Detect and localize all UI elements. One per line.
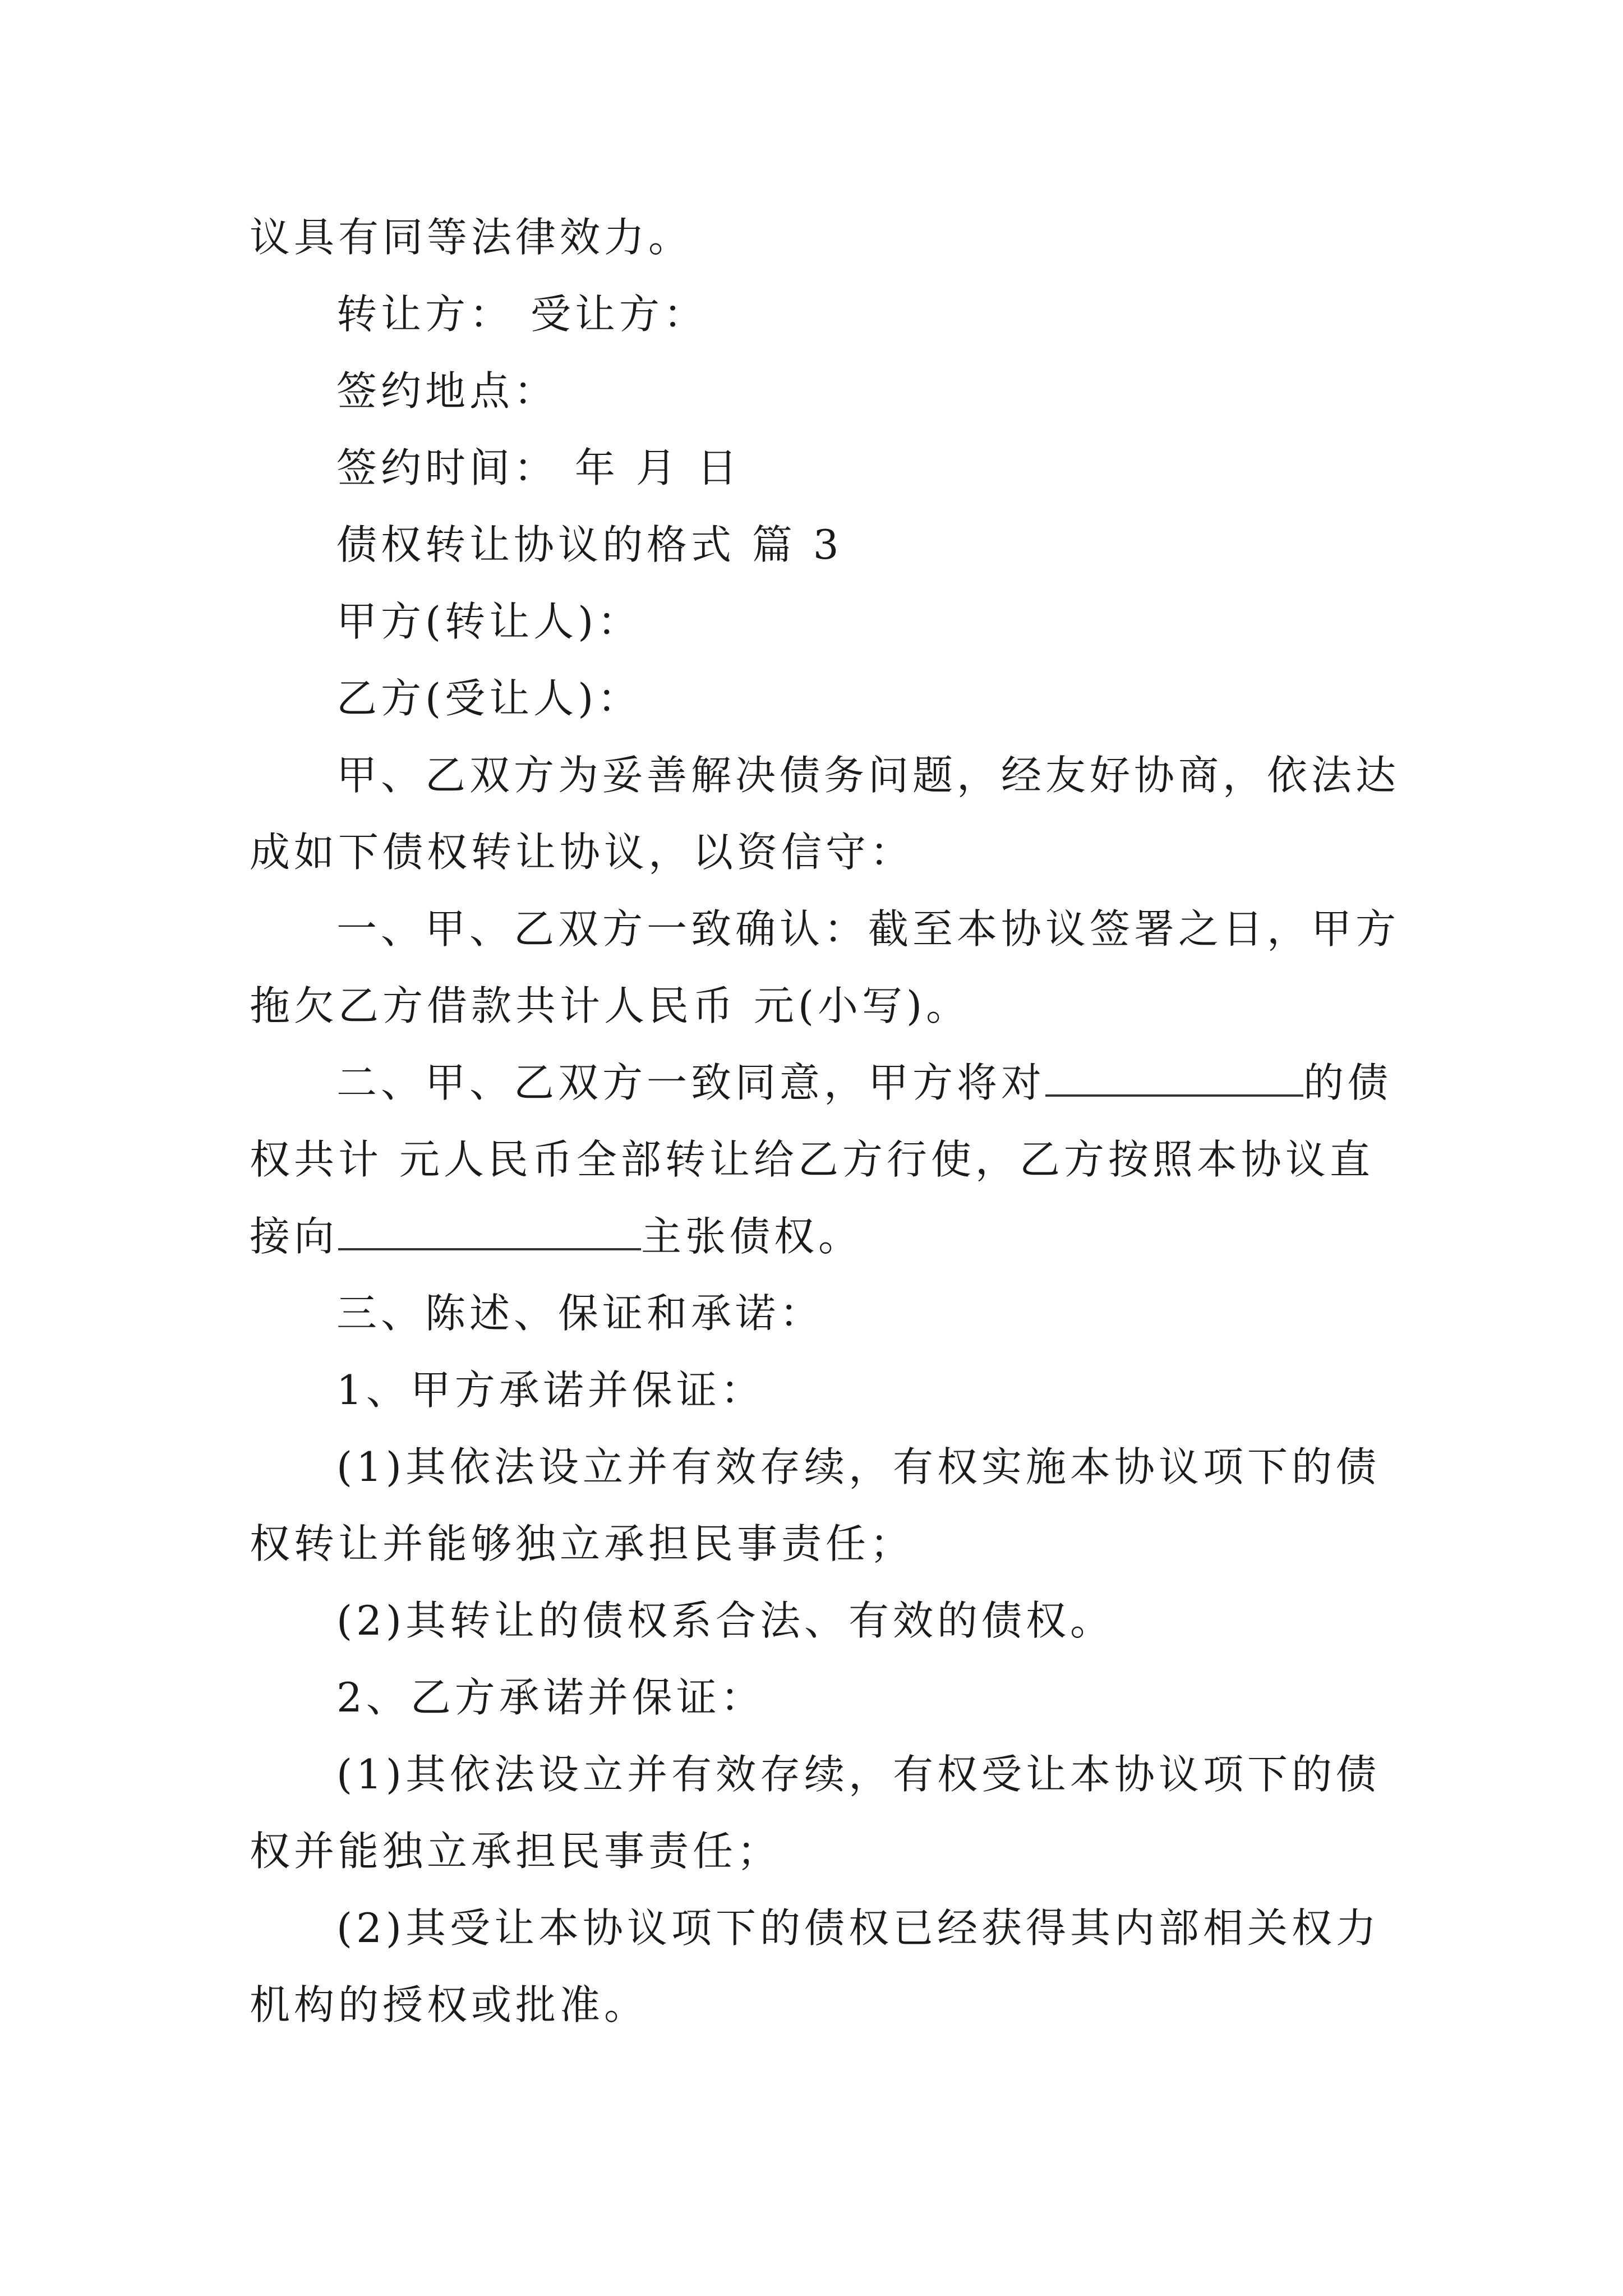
document-body [250,199,1400,2044]
text-line: 甲方(转让人)： [336,598,642,645]
text-line: 机构的授权或批准。 [250,1981,649,2028]
blank-underline [338,1213,641,1250]
text-segment: 接向 [250,1213,339,1260]
text-line: (2)其受让本协议项下的债权已经获得其内部相关权力 [336,1904,1380,1952]
text-line: 1、甲方承诺并保证： [336,1366,765,1414]
text-line: 议具有同等法律效力。 [250,214,693,261]
text-line: (1)其依法设立并有效存续，有权受让本协议项下的债 [336,1751,1380,1798]
text-line: 乙方(受让人)： [336,675,642,722]
text-line: 2、乙方承诺并保证： [336,1674,765,1721]
text-line: (2)其转让的债权系合法、有效的债权。 [336,1597,1114,1644]
text-line: 甲、乙双方为妥善解决债务问题，经友好协商，依法达 [336,752,1400,799]
text-line: 权转让并能够独立承担民事责任； [250,1520,915,1567]
text-line: 转让方： 受让方： [336,291,708,338]
text-line [250,1045,1393,1121]
text-segment: 主张债权。 [641,1213,863,1260]
text-line [250,1198,1388,1275]
text-line: 签约时间： 年 月 日 [336,444,741,491]
text-line: 拖欠乙方借款共计人民币 元(小写)。 [250,982,971,1029]
text-segment: 二、甲、乙双方一致同意，甲方将对 [336,1059,1046,1106]
text-line: 权共计 元人民币全部转让给乙方行使，乙方按照本协议直 [250,1136,1374,1183]
blank-underline [1045,1060,1303,1097]
text-line: 三、陈述、保证和承诺： [336,1290,824,1337]
text-line: (1)其依法设立并有效存续，有权实施本协议项下的债 [336,1443,1380,1490]
text-segment: 的债 [1303,1059,1393,1106]
section-heading: 债权转让协议的格式 篇 3 [336,521,843,568]
text-line: 签约地点： [336,367,559,415]
text-line: 成如下债权转让协议，以资信守： [250,829,915,876]
text-line: 权并能独立承担民事责任； [250,1828,782,1875]
text-line: 一、甲、乙双方一致确认：截至本协议签署之日，甲方 [336,905,1400,953]
